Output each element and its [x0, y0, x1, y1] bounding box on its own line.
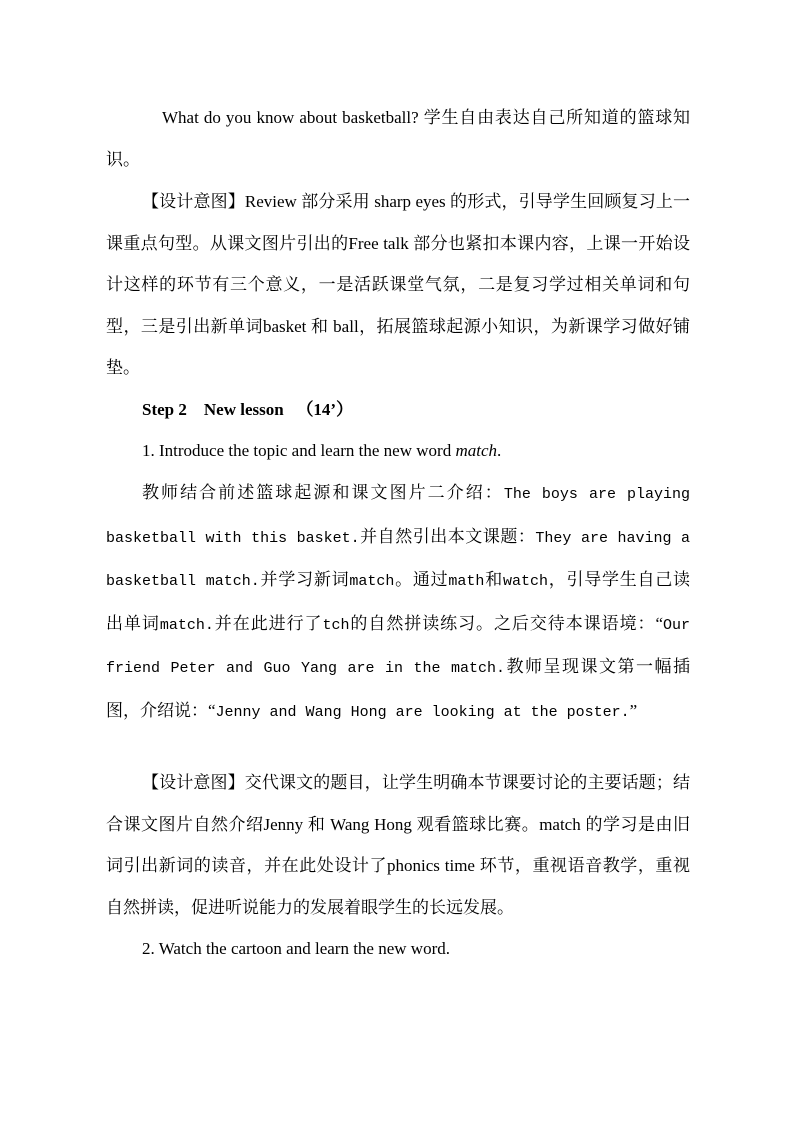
intro-text-i: 和 — [484, 570, 503, 589]
intro-sentence-3: Our friend Peter and Guo Yang are in the match. — [106, 616, 691, 677]
intro-word-math: math — [448, 573, 485, 590]
intro-word-match-2: match. — [159, 616, 214, 634]
intro-text-m: 并在此进行了 — [213, 613, 323, 633]
free-talk-description: 学生自由表达自己所知道的篮球知识。 — [106, 108, 691, 169]
step-number: Step 2 — [142, 400, 187, 419]
teacher-intro-paragraph — [106, 472, 690, 733]
design-intent-text-1: Review 部分采用 sharp eyes 的形式，引导学生回顾复习上一课重点句型。从课文图片引出的Free talk 部分也紧扣本课内容，上课一开始设计这样的环节有三个意义，一是活跃课堂气氛，二是复习学过相关单词和句型，三是引出新单词basket 和 ball，拓展篮球起源小知识，为新课学习做好铺垫。 — [106, 192, 690, 377]
free-talk-question: What do you know about basketball? — [162, 108, 419, 127]
intro-text-e: 并学习新词 — [259, 570, 350, 589]
design-intent-text-2: 交代课文的题目，让学生明确本节课要讨论的主要话题；结合课文图片自然介绍Jenny 和 Wang Hong 观看篮球比赛。match 的学习是由旧词引出新词的读音，并在此处设计了phonics time 环节，重视语音教学，重视自然拼读，促进听说能力的发展着眼学生的长远发展。 — [106, 773, 691, 917]
step-heading — [106, 389, 690, 431]
intro-text-a: 教师结合前述篮球起源和课文图片二介绍： — [142, 483, 504, 502]
intro-text-o: 的自然拼读练习。之后交待本课语境：“ — [349, 613, 664, 633]
item-1-heading — [106, 430, 690, 472]
intro-text-s: ” — [629, 700, 638, 720]
design-intent-paragraph-2 — [106, 762, 690, 928]
intro-word-tch: tch — [322, 616, 350, 634]
free-talk-paragraph — [106, 97, 690, 180]
intro-word-match: match — [349, 573, 395, 590]
design-intent-label-2: 【设计意图】 — [142, 773, 245, 792]
item-2-text: 2. Watch the cartoon and learn the new word. — [142, 939, 450, 958]
design-intent-paragraph-1 — [106, 181, 690, 389]
intro-sentence-1: The boys are playing basketball with this basket. — [106, 486, 691, 547]
design-intent-label-1: 【设计意图】 — [142, 192, 245, 211]
intro-text-c: 并自然引出本文课题： — [359, 526, 536, 546]
intro-sentence-2: They are having a basketball match. — [106, 529, 691, 590]
intro-text-q: 教师呈现课文第一幅插图，介绍说：“ — [106, 657, 690, 720]
step-name: New lesson — [203, 400, 284, 419]
step-time: （14’） — [296, 400, 354, 419]
item-2-heading — [106, 928, 690, 970]
intro-sentence-4: Jenny and Wang Hong are looking at the poster. — [215, 703, 630, 721]
intro-word-watch: watch — [502, 573, 548, 590]
item-1-period: . — [497, 441, 502, 460]
intro-text-k: ，引导学生自己读出单词 — [106, 570, 691, 633]
item-1-word: match — [455, 441, 497, 460]
item-1-text: 1. Introduce the topic and learn the new word — [142, 441, 452, 460]
intro-text-g: 。通过 — [394, 570, 449, 589]
